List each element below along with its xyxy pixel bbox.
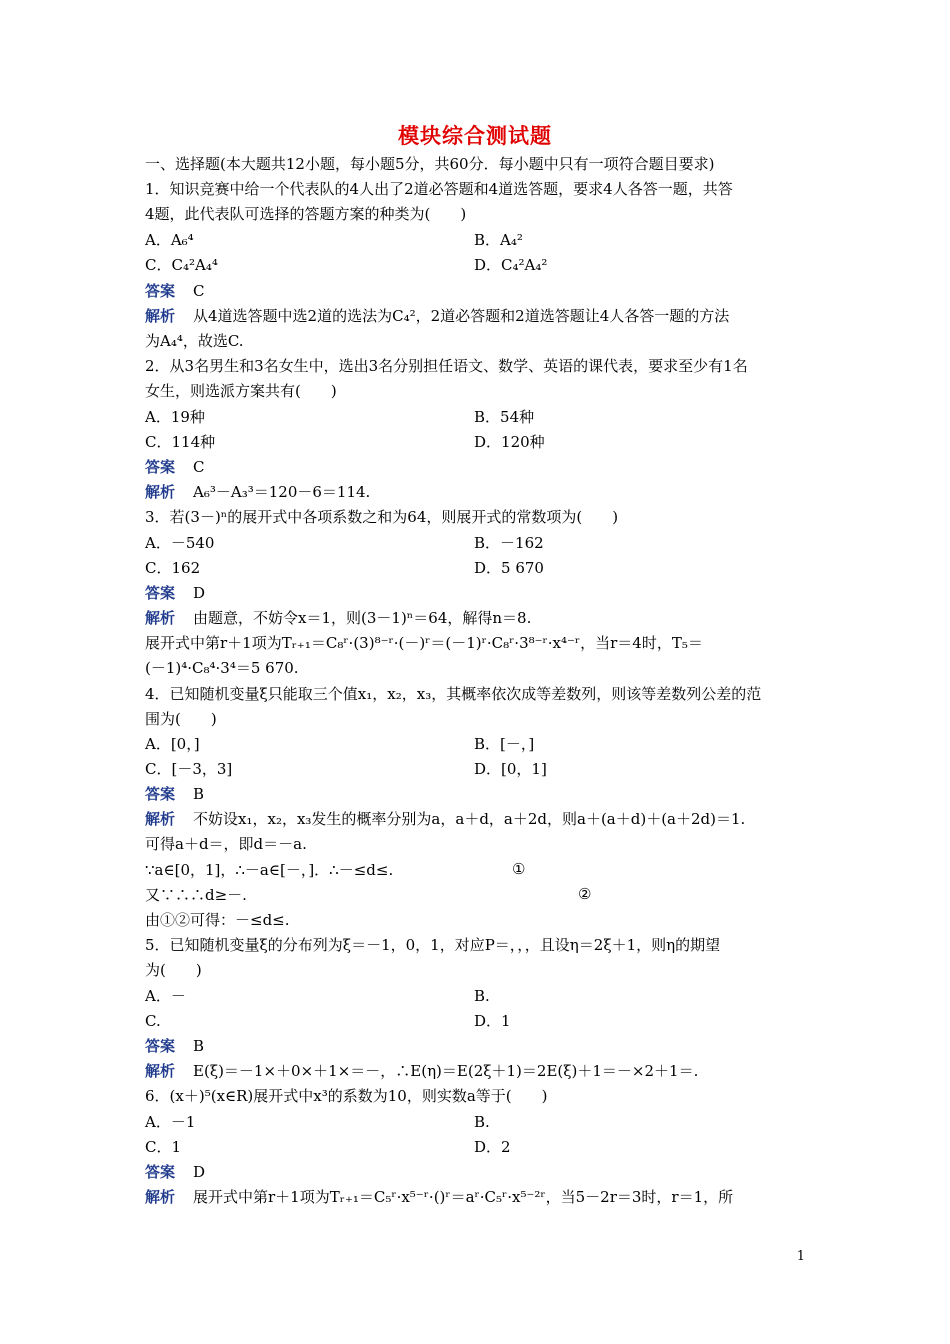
analysis-label: 解析: [145, 810, 176, 828]
q1-analysis-line1: [145, 306, 810, 326]
q3-analysis-text: 由题意，不妨令x＝1，则(3－1)ⁿ＝64，解得n＝8.: [193, 609, 532, 627]
q6-option-c: C．1: [145, 1138, 182, 1156]
q3-option-c: C．162: [145, 559, 201, 577]
q6-option-b: B.: [474, 1113, 490, 1131]
q2-analysis-line1: [145, 482, 810, 502]
q4-analysis-line1: [145, 809, 810, 829]
page-title: 模块综合测试题: [398, 124, 552, 148]
q5-option-d: D．1: [474, 1012, 511, 1030]
q2-analysis-text: A₆³－A₃³＝120－6＝114.: [193, 483, 371, 501]
q5-analysis-text: E(ξ)＝－1×＋0×＋1×＝－，∴E(η)＝E(2ξ＋1)＝2E(ξ)＋1＝－×2＋1＝.: [193, 1062, 699, 1080]
q4-answer-value: B: [193, 785, 205, 803]
q1-answer-value: C: [193, 282, 205, 300]
q1-option-a: A．A₆⁴: [145, 231, 194, 249]
q2-option-a: A．19种: [145, 408, 205, 426]
q5-stem-line1: 5．已知随机变量ξ的分布列为ξ＝－1，0，1，对应P＝，，，且设η＝2ξ＋1，则η的期望: [145, 936, 721, 954]
q1-option-c: C．C₄²A₄⁴: [145, 256, 218, 274]
q2-stem-line1: 2．从3名男生和3名女生中，选出3名分别担任语文、数学、英语的课代表，要求至少有1名: [145, 357, 748, 375]
page-number: [0, 1249, 950, 1264]
answer-label: 答案: [145, 282, 176, 300]
q4-answer: [145, 784, 810, 804]
q3-analysis-line2: 展开式中第r＋1项为Tᵣ₊₁＝C₈ʳ·(3)⁸⁻ʳ·(－)ʳ＝(－1)ʳ·C₈ʳ·3⁸⁻ʳ·x⁴⁻ʳ，当r＝4时，T₅＝: [145, 634, 703, 652]
q3-stem-line1: 3．若(3－)ⁿ的展开式中各项系数之和为64，则展开式的常数项为( ): [145, 508, 619, 526]
analysis-label: 解析: [145, 483, 176, 501]
q1-stem-line2: 4题，此代表队可选择的答题方案的种类为( ): [145, 205, 467, 223]
answer-label: 答案: [145, 584, 176, 602]
analysis-label: 解析: [145, 1062, 176, 1080]
equation-mark-2: ②: [578, 885, 592, 903]
q2-answer: [145, 457, 810, 477]
q2-option-b: B．54种: [474, 408, 535, 426]
section-heading: 一、选择题(本大题共12小题，每小题5分，共60分．每小题中只有一项符合题目要求): [145, 155, 715, 173]
q4-stem-line2: 围为( ): [145, 710, 217, 728]
q4-option-c: C．[－3，3]: [145, 760, 233, 778]
answer-label: 答案: [145, 785, 176, 803]
q1-option-d: D．C₄²A₄²: [474, 256, 548, 274]
analysis-label: 解析: [145, 1188, 176, 1206]
q1-analysis-text: 从4道选答题中选2道的选法为C₄²，2道必答题和2道选答题让4人各答一题的方法: [193, 307, 730, 325]
q5-option-a: A．－: [145, 987, 186, 1005]
q6-option-a: A．－1: [145, 1113, 196, 1131]
q3-option-b: B．－162: [474, 534, 544, 552]
q4-analysis-line5: 由①②可得：－≤d≤.: [145, 911, 290, 929]
q3-analysis-line3: (－1)⁴·C₈⁴·3⁴＝5 670.: [145, 659, 299, 677]
q5-stem-line2: 为( ): [145, 961, 202, 979]
q4-option-b: B．[－，]: [474, 735, 535, 753]
q5-analysis-line1: [145, 1061, 810, 1081]
q6-analysis-text: 展开式中第r＋1项为Tᵣ₊₁＝C₅ʳ·x⁵⁻ʳ·()ʳ＝aʳ·C₅ʳ·x⁵⁻²ʳ，当5－2r＝3时，r＝1，所: [193, 1188, 734, 1206]
q6-analysis-line1: [145, 1187, 810, 1207]
q3-option-a: A．－540: [145, 534, 215, 552]
answer-label: 答案: [145, 1037, 176, 1055]
q1-answer: [145, 281, 810, 301]
q3-answer-value: D: [193, 584, 206, 602]
q2-option-c: C．114种: [145, 433, 216, 451]
q4-analysis-line3: ∵a∈[0，1]，∴－a∈[－，]．∴－≤d≤.: [145, 861, 394, 879]
q2-option-d: D．120种: [474, 433, 545, 451]
q5-option-b: B.: [474, 987, 490, 1005]
q5-answer: [145, 1036, 810, 1056]
q4-option-d: D．[0，1]: [474, 760, 547, 778]
q1-option-b: B．A₄²: [474, 231, 523, 249]
analysis-label: 解析: [145, 307, 176, 325]
q4-analysis-line2: 可得a＋d＝，即d＝－a.: [145, 835, 307, 853]
q4-stem-line1: 4．已知随机变量ξ只能取三个值x₁，x₂，x₃，其概率依次成等差数列，则该等差数列公差的范: [145, 685, 762, 703]
q2-stem-line2: 女生，则选派方案共有( ): [145, 382, 337, 400]
q6-answer: [145, 1162, 810, 1182]
q6-stem-line1: 6．(x＋)⁵(x∈R)展开式中x³的系数为10，则实数a等于( ): [145, 1087, 548, 1105]
answer-label: 答案: [145, 1163, 176, 1181]
q4-analysis-text: 不妨设x₁，x₂，x₃发生的概率分别为a，a＋d，a＋2d，则a＋(a＋d)＋(a＋2d)＝1.: [193, 810, 746, 828]
q3-analysis-line1: [145, 608, 810, 628]
answer-label: 答案: [145, 458, 176, 476]
q1-stem-line1: 1．知识竞赛中给一个代表队的4人出了2道必答题和4道选答题，要求4人各答一题，共答: [145, 180, 733, 198]
q4-analysis-line4: 又∵∴∴d≥－.: [145, 886, 247, 904]
q3-option-d: D．5 670: [474, 559, 544, 577]
q1-analysis-line2: 为A₄⁴，故选C.: [145, 332, 244, 350]
analysis-label: 解析: [145, 609, 176, 627]
equation-mark-1: ①: [512, 860, 526, 878]
q2-answer-value: C: [193, 458, 205, 476]
q4-option-a: A．[0，]: [145, 735, 200, 753]
q3-answer: [145, 583, 810, 603]
page-number-text: 1: [796, 1249, 805, 1264]
q5-option-c: C.: [145, 1012, 161, 1030]
q6-answer-value: D: [193, 1163, 206, 1181]
q5-answer-value: B: [193, 1037, 205, 1055]
q6-option-d: D．2: [474, 1138, 511, 1156]
